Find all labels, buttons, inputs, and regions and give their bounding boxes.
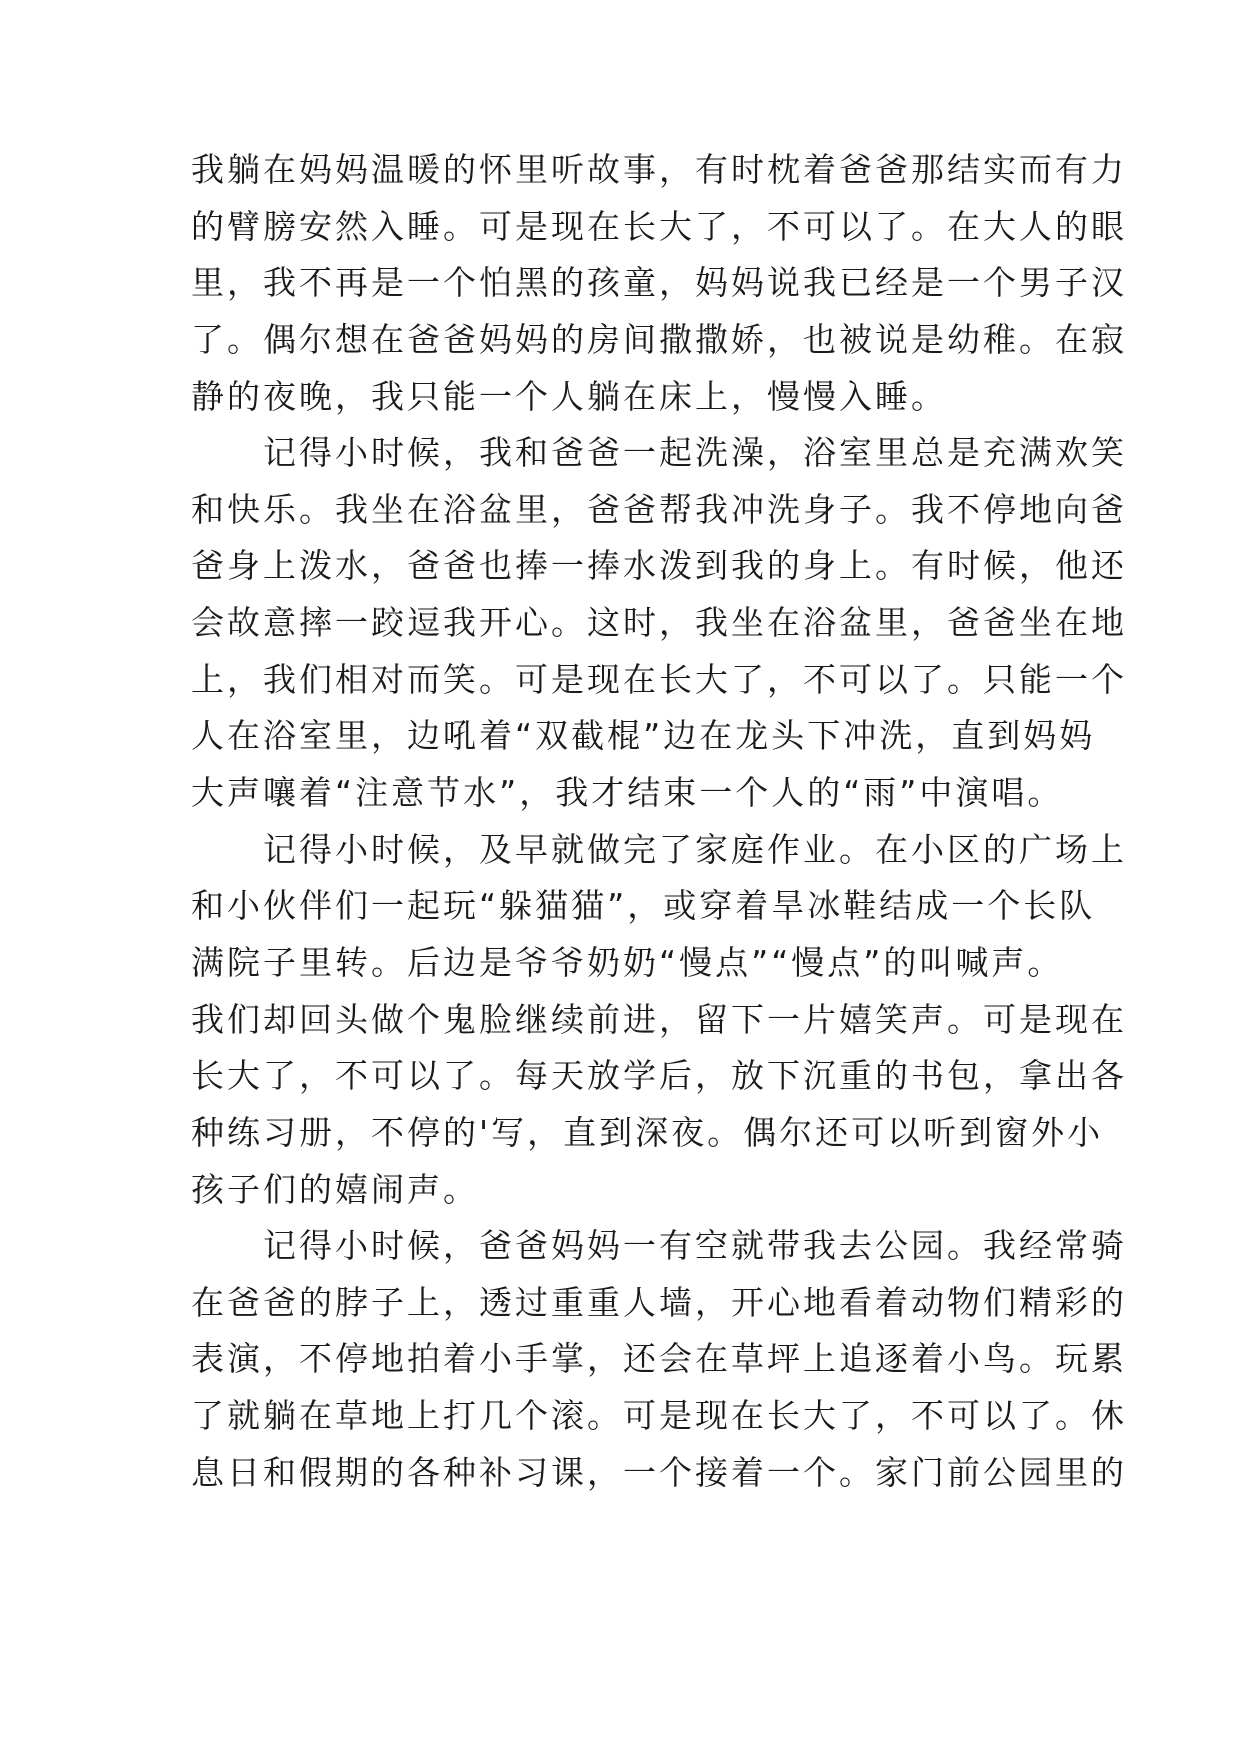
body-text [191, 142, 1127, 1501]
text-line: 记得小时候，我和爸爸一起洗澡，浴室里总是充满欢笑 [191, 433, 1127, 473]
text-line: 的臂膀安然入睡。可是现在长大了，不可以了。在大人的眼 [191, 206, 1127, 246]
text-line: 和快乐。我坐在浴盆里，爸爸帮我冲洗身子。我不停地向爸 [191, 489, 1127, 529]
text-line: 我躺在妈妈温暖的怀里听故事，有时枕着爸爸那结实而有力 [191, 150, 1127, 189]
text-line: 记得小时候，及早就做完了家庭作业。在小区的广场上 [191, 829, 1127, 869]
text-line: 我们却回头做个鬼脸继续前进，留下一片嬉笑声。可是现在 [191, 999, 1127, 1039]
text-line: 种练习册，不停的'写，直到深夜。偶尔还可以听到窗外小 [191, 1112, 1104, 1152]
text-line: 表演，不停地拍着小手掌，还会在草坪上追逐着小鸟。玩累 [191, 1339, 1127, 1379]
text-line: 在爸爸的脖子上，透过重重人墙，开心地看着动物们精彩的 [191, 1282, 1127, 1322]
text-line: 息日和假期的各种补习课，一个接着一个。家门前公园里的 [191, 1452, 1127, 1492]
text-line: 上，我们相对而笑。可是现在长大了，不可以了。只能一个 [191, 659, 1127, 699]
text-line: 记得小时候，爸爸妈妈一有空就带我去公园。我经常骑 [191, 1226, 1127, 1266]
text-line: 会故意摔一跤逗我开心。这时，我坐在浴盆里，爸爸坐在地 [191, 603, 1127, 643]
text-line: 人在浴室里，边吼着“双截棍”边在龙头下冲洗，直到妈妈 [191, 716, 1096, 756]
text-line: 大声嚷着“注意节水”，我才结束一个人的“雨”中演唱。 [191, 773, 1064, 813]
text-line: 孩子们的嬉闹声。 [191, 1169, 479, 1209]
text-line: 长大了，不可以了。每天放学后，放下沉重的书包，拿出各 [191, 1056, 1127, 1096]
text-line: 了就躺在草地上打几个滚。可是现在长大了，不可以了。休 [191, 1396, 1127, 1436]
text-line: 爸身上泼水，爸爸也捧一捧水泼到我的身上。有时候，他还 [191, 546, 1127, 586]
text-line: 里，我不再是一个怕黑的孩童，妈妈说我已经是一个男子汉 [191, 263, 1127, 303]
text-line: 满院子里转。后边是爷爷奶奶“慢点”“慢点”的叫喊声。 [191, 942, 1064, 982]
text-line: 了。偶尔想在爸爸妈妈的房间撒撒娇，也被说是幼稚。在寂 [191, 319, 1127, 359]
text-line: 和小伙伴们一起玩“躲猫猫”，或穿着旱冰鞋结成一个长队 [191, 886, 1096, 926]
text-line: 静的夜晚，我只能一个人躺在床上，慢慢入睡。 [191, 376, 947, 416]
